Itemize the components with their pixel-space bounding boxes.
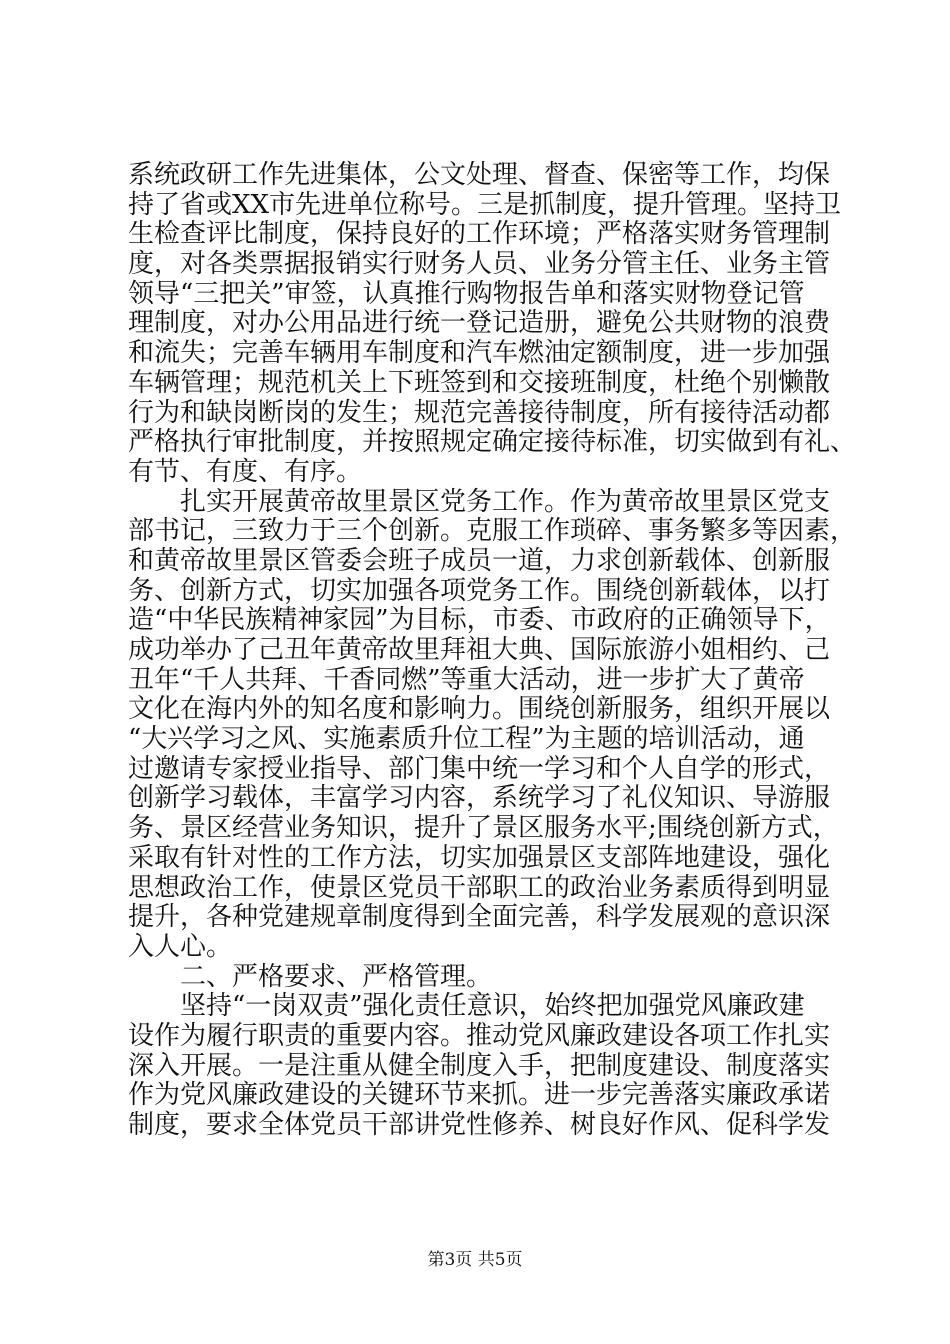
text-line: 度，对各类票据报销实行财务人员、业务分管主任、业务主管: [128, 249, 831, 280]
text-line: 入人心。: [128, 931, 233, 962]
document-body: [128, 160, 857, 1141]
text-line: 和黄帝故里景区管委会班子成员一道，力求创新载体、创新服: [128, 545, 831, 576]
text-line: 设作为履行职责的重要内容。推动党风廉政建设各项工作扎实: [128, 1020, 831, 1051]
text-line: 成功举办了己丑年黄帝故里拜祖大典、国际旅游小姐相约、己: [128, 635, 831, 665]
text-line: 持了省或XX市先进单位称号。三是抓制度，提升管理。坚持卫: [128, 189, 842, 220]
text-line: 制度，要求全体党员干部讲党性修养、树良好作风、促科学发: [128, 1110, 831, 1140]
text-line: 务、创新方式，切实加强各项党务工作。围绕创新载体，以打: [128, 575, 831, 606]
text-line: 思想政治工作，使景区党员干部职工的政治业务素质得到明显: [128, 872, 831, 903]
text-line: 理制度，对办公用品进行统一登记造册，避免公共财物的浪费: [128, 308, 831, 339]
text-line: 和流失；完善车辆用车制度和汽车燃油定额制度，进一步加强: [128, 338, 831, 369]
text-line: 行为和缺岗断岗的发生；规范完善接待制度，所有接待活动都: [128, 397, 831, 428]
text-line: 坚持“一岗双责”强化责任意识，始终把加强党风廉政建: [128, 991, 805, 1022]
text-line: 过邀请专家授业指导、部门集中统一学习和个人自学的形式，: [128, 753, 831, 784]
text-line: 有节、有度、有序。: [128, 456, 363, 487]
text-line: 生检查评比制度，保持良好的工作环境；严格落实财务管理制: [128, 219, 831, 250]
text-line: 扎实开展黄帝故里景区党务工作。作为黄帝故里景区党支: [128, 486, 831, 517]
text-line: 二、严格要求、严格管理。: [128, 961, 493, 992]
text-line: 文化在海内外的知名度和影响力。围绕创新服务，组织开展以: [128, 694, 831, 725]
text-line: 作为党风廉政建设的关键环节来抓。进一步完善落实廉政承诺: [128, 1080, 831, 1111]
text-line: 务、景区经营业务知识，提升了景区服务水平;围绕创新方式，: [128, 813, 839, 844]
text-line: 造“中华民族精神家园”为目标，市委、市政府的正确领导下，: [128, 605, 831, 636]
text-line: 提升，各种党建规章制度得到全面完善，科学发展观的意识深: [128, 902, 831, 933]
text-line: 领导“三把关”审签，认真推行购物报告单和落实财物登记管: [128, 278, 805, 309]
text-line: “大兴学习之风、实施素质升位工程”为主题的培训活动，通: [128, 724, 805, 755]
text-line: 部书记，三致力于三个创新。克服工作琐碎、事务繁多等因素，: [128, 516, 857, 547]
page-footer: [0, 1245, 950, 1270]
text-line: 深入开展。一是注重从健全制度入手，把制度建设、制度落实: [128, 1050, 831, 1081]
text-line: 严格执行审批制度，并按照规定确定接待标准，切实做到有礼、: [128, 427, 857, 458]
text-line: 采取有针对性的工作方法，切实加强景区支部阵地建设，强化: [128, 842, 831, 873]
text-line: 车辆管理；规范机关上下班签到和交接班制度，杜绝个别懒散: [128, 367, 831, 398]
page-number: 第3页 共5页: [427, 1250, 523, 1270]
text-line: 系统政研工作先进集体，公文处理、督查、保密等工作，均保: [128, 160, 831, 190]
text-line: 丑年“千人共拜、千香同燃”等重大活动，进一步扩大了黄帝: [128, 664, 805, 695]
text-line: 创新学习载体，丰富学习内容，系统学习了礼仪知识、导游服: [128, 783, 831, 814]
